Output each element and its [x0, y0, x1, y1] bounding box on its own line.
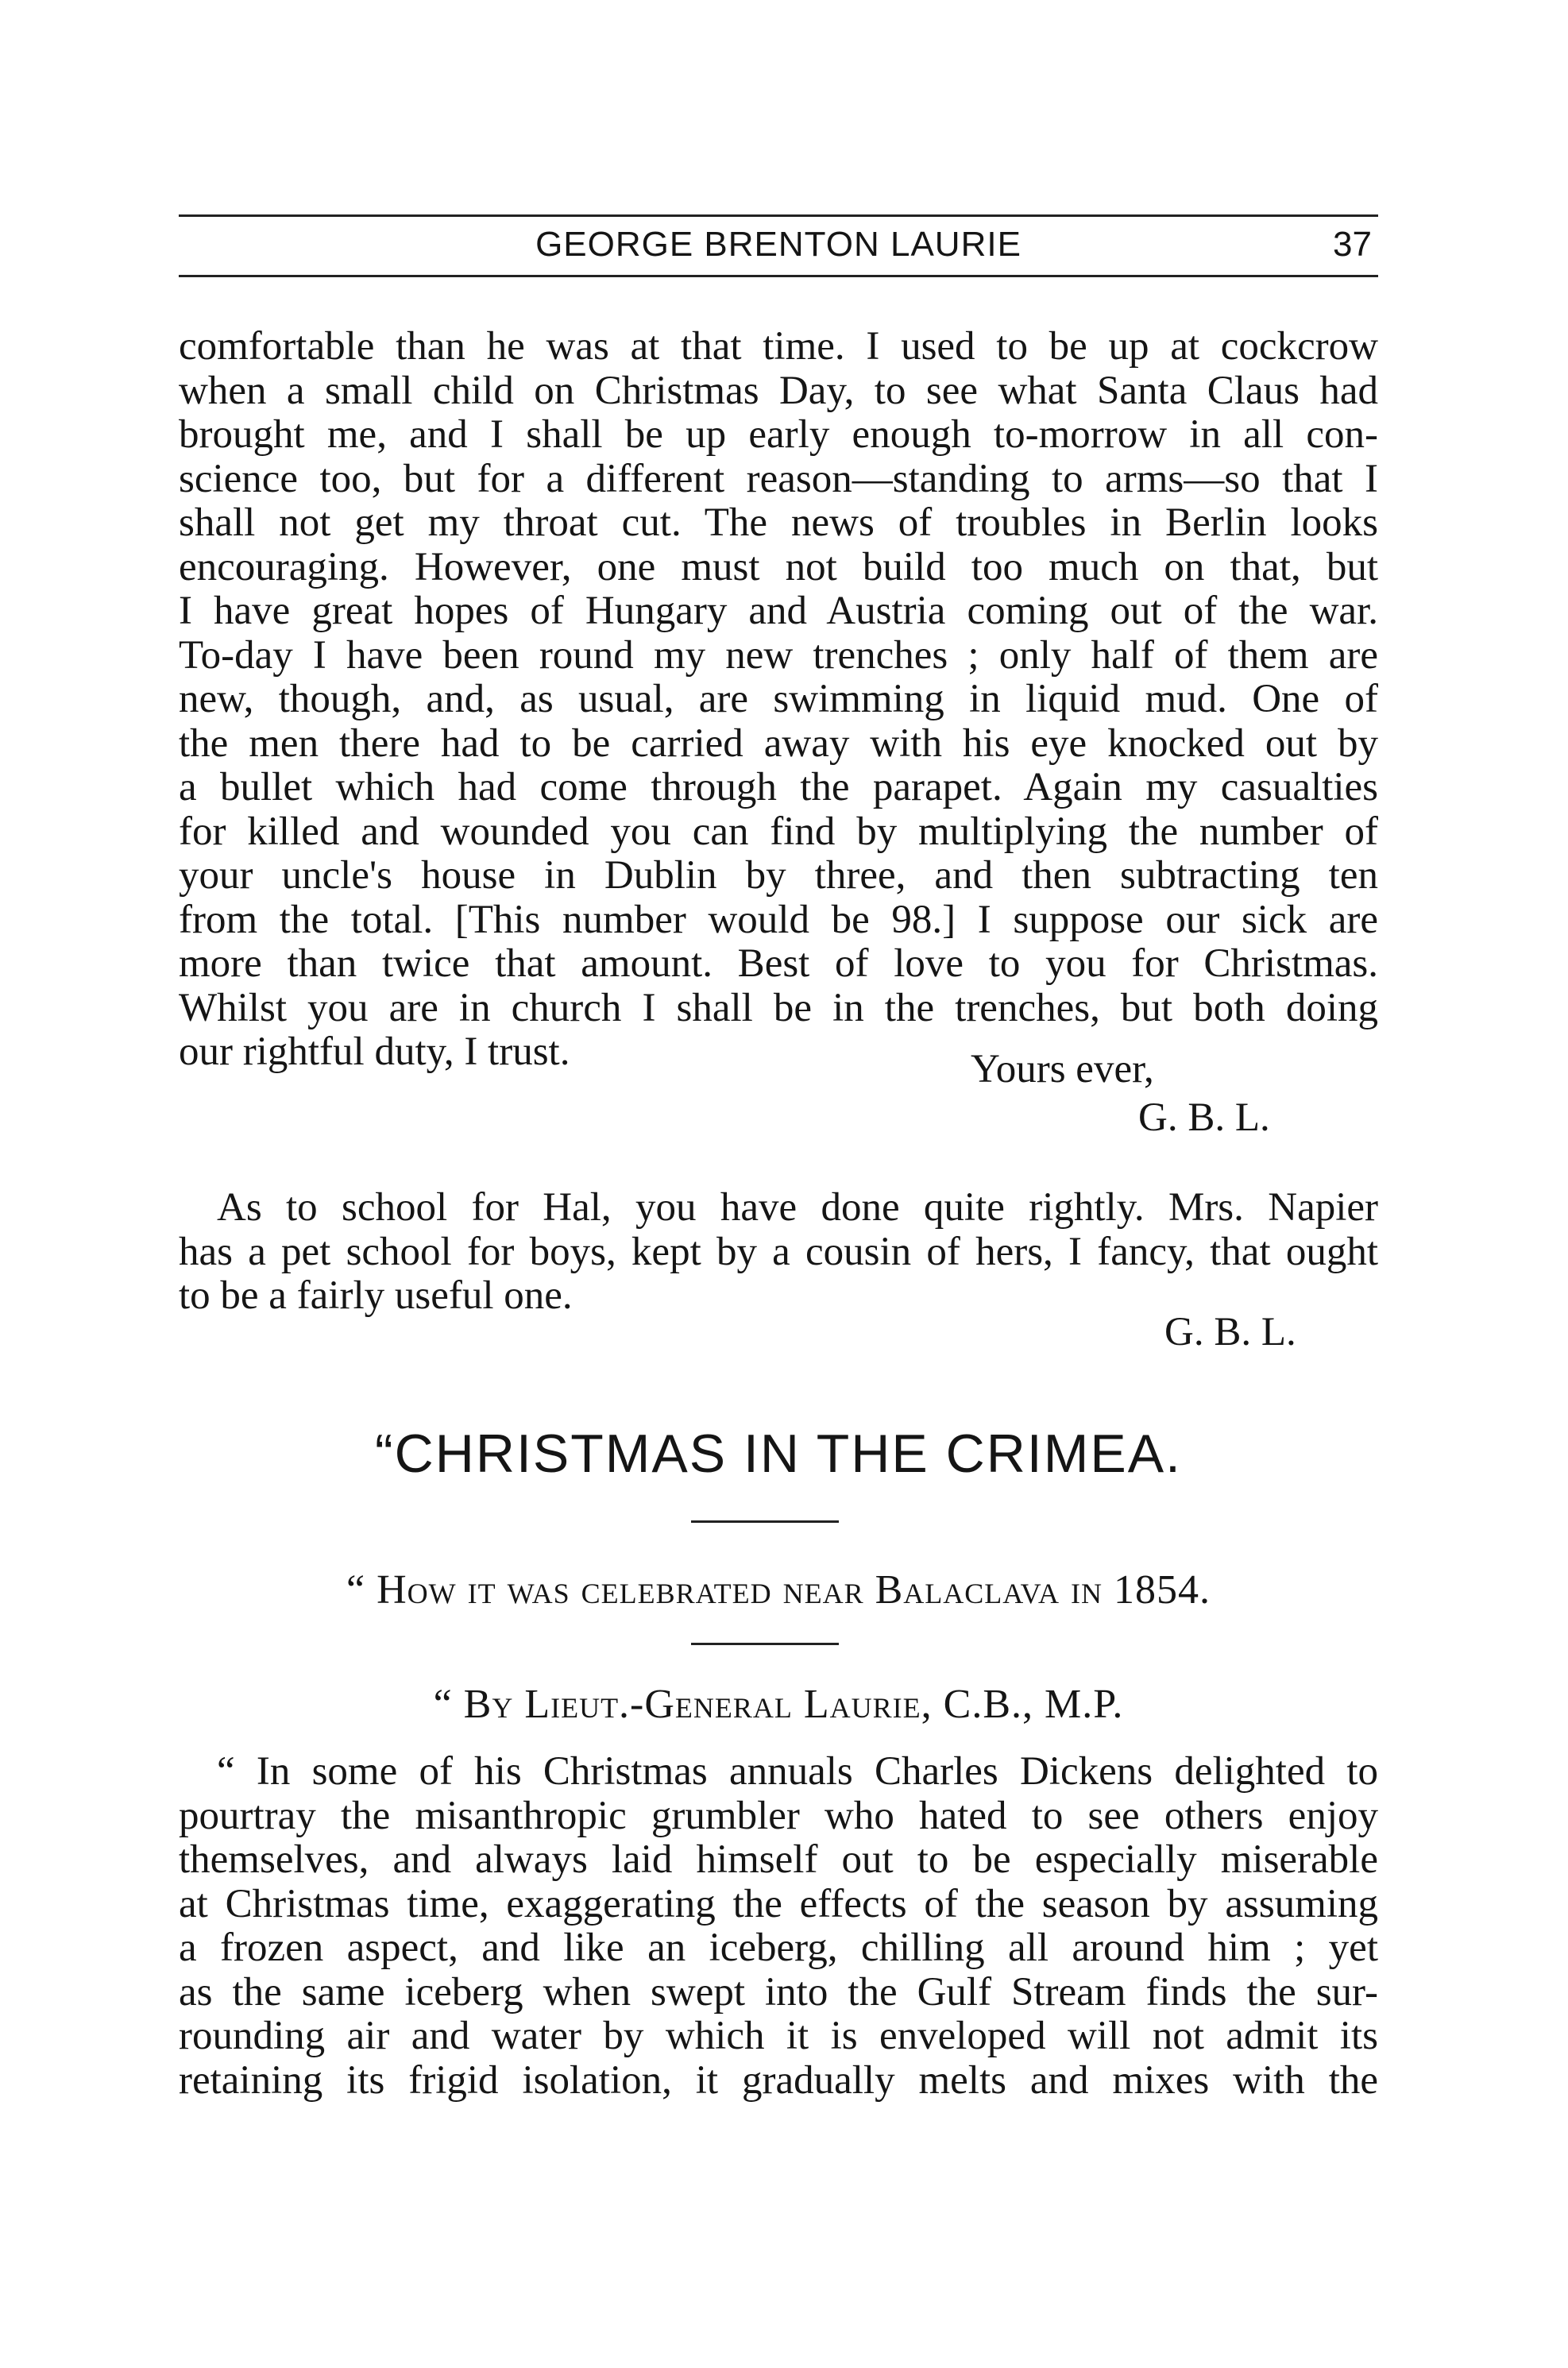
article-byline: “ By Lieut.-General Laurie, C.B., M.P. [433, 1682, 1124, 1727]
running-title: GEORGE BRENTON LAURIE [535, 225, 1022, 264]
postscript-line: As to school for Hal, you have done quite rightly. Mrs. Napier [217, 1185, 1378, 1230]
letter-line: science too, but for a different reason—standing to arms—so that I [179, 456, 1378, 501]
letter-line: new, though, and, as usual, are swimming in liquid mud. One of [179, 677, 1378, 721]
subtitle-divider [691, 1643, 839, 1645]
article-subtitle: “ How it was celebrated near Balaclava in 1854. [346, 1567, 1211, 1613]
letter-line: shall not get my throat cut. The news of troubles in Berlin looks [179, 500, 1378, 545]
article-line: as the same iceberg when swept into the Gulf Stream finds the sur- [179, 1969, 1378, 2015]
article-line: retaining its frigid isolation, it gradually melts and mixes with the [179, 2057, 1378, 2103]
article-line: rounding air and water by which it is enveloped will not admit its [179, 2014, 1378, 2058]
postscript-signature: G. B. L. [1164, 1310, 1296, 1354]
page-number: 37 [1333, 225, 1372, 264]
letter-line: the men there had to be carried away with his eye knocked out by [179, 720, 1378, 766]
article-line: at Christmas time, exaggerating the effects of the season by assuming [179, 1881, 1378, 1926]
title-divider [691, 1520, 839, 1523]
postscript-line: has a pet school for boys, kept by a cousin of hers, I fancy, that ought [179, 1229, 1378, 1274]
letter-signature: G. B. L. [1138, 1095, 1270, 1140]
running-head [179, 221, 1378, 268]
header-bottom-rule [179, 275, 1378, 277]
postscript-line: to be a fairly useful one. [179, 1273, 573, 1318]
header-top-rule [179, 214, 1378, 217]
postscript-body [179, 1186, 1378, 1319]
letter-line: To-day I have been round my new trenches ; only half of them are [179, 632, 1378, 678]
letter-line: Whilst you are in church I shall be in the trenches, but both doing [179, 985, 1378, 1030]
article-title: “CHRISTMAS IN THE CRIMEA. [375, 1424, 1182, 1484]
letter-line: for killed and wounded you can find by multiplying the number of [179, 809, 1378, 854]
letter-closing: Yours ever, [971, 1047, 1154, 1091]
letter-line: from the total. [This number would be 98.] I suppose our sick are [179, 897, 1378, 942]
letter-line: more than twice that amount. Best of love to you for Christmas. [179, 941, 1378, 986]
article-line: themselves, and always laid himself out to be especially miserable [179, 1837, 1378, 1882]
article-line: a frozen aspect, and like an iceberg, chilling all around him ; yet [179, 1926, 1378, 1970]
letter-body [179, 325, 1378, 1075]
article-line: “ In some of his Christmas annuals Charles Dickens delighted to [217, 1749, 1378, 1794]
letter-line: when a small child on Christmas Day, to see what Santa Claus had [179, 368, 1378, 413]
letter-line: our rightful duty, I trust. [179, 1029, 570, 1074]
letter-line: comfortable than he was at that time. I used to be up at cockcrow [179, 324, 1378, 369]
letter-line: your uncle's house in Dublin by three, and then subtracting ten [179, 853, 1378, 898]
article-body [179, 1750, 1378, 2103]
letter-line: encouraging. However, one must not build too much on that, but [179, 544, 1378, 589]
letter-line: a bullet which had come through the parapet. Again my casualties [179, 765, 1378, 809]
article-line: pourtray the misanthropic grumbler who hated to see others enjoy [179, 1793, 1378, 1838]
letter-line: I have great hopes of Hungary and Austria coming out of the war. [179, 589, 1378, 633]
letter-line: brought me, and I shall be up early enough to-morrow in all con- [179, 412, 1378, 457]
